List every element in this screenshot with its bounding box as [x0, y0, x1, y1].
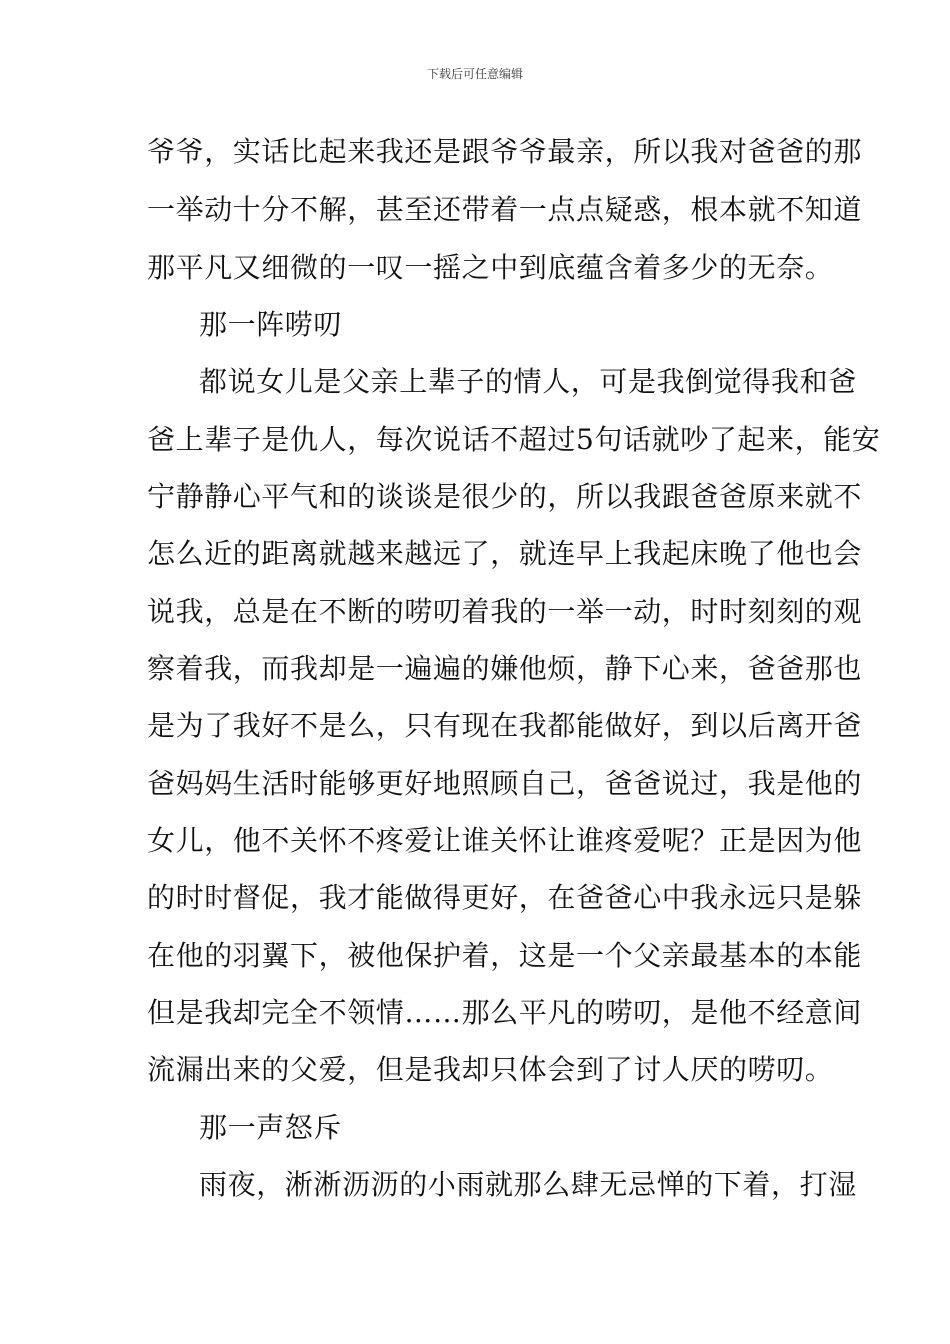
section-heading: 那一声怒斥 — [199, 1111, 343, 1144]
body-line: 说我，总是在不断的唠叨着我的一举一动，时时刻刻的观 — [147, 595, 863, 628]
body-line: 女儿，他不关怀不疼爱让谁关怀让谁疼爱呢？正是因为他 — [147, 824, 863, 857]
body-line: 爸上辈子是仇人，每次说话不超过5句话就吵了起来，能安 — [147, 423, 881, 456]
body-line: 但是我却完全不领情……那么平凡的唠叨，是他不经意间 — [147, 996, 863, 1029]
paragraph-first-line: 雨夜，淅淅沥沥的小雨就那么肆无忌惮的下着，打湿 — [199, 1168, 857, 1201]
section-heading: 那一阵唠叨 — [199, 308, 343, 341]
body-line: 那平凡又细微的一叹一摇之中到底蕴含着多少的无奈。 — [147, 251, 834, 284]
body-line: 一举动十分不解，甚至还带着一点点疑惑，根本就不知道 — [147, 193, 863, 226]
paragraph-first-line: 都说女儿是父亲上辈子的情人，可是我倒觉得我和爸 — [199, 365, 857, 398]
body-line: 爸妈妈生活时能够更好地照顾自己，爸爸说过，我是他的 — [147, 767, 863, 800]
body-line: 的时时督促，我才能做得更好，在爸爸心中我永远只是躲 — [147, 881, 863, 914]
body-line: 怎么近的距离就越来越远了，就连早上我起床晚了他也会 — [147, 537, 863, 570]
body-line: 爷爷，实话比起来我还是跟爷爷最亲，所以我对爸爸的那 — [147, 135, 863, 168]
body-line: 宁静静心平气和的谈谈是很少的，所以我跟爸爸原来就不 — [147, 480, 863, 513]
body-line: 察着我，而我却是一遍遍的嫌他烦，静下心来，爸爸那也 — [147, 652, 863, 685]
body-line: 流漏出来的父爱，但是我却只体会到了讨人厌的唠叨。 — [147, 1053, 834, 1086]
body-line: 是为了我好不是么，只有现在我都能做好，到以后离开爸 — [147, 709, 863, 742]
body-line: 在他的羽翼下，被他保护着，这是一个父亲最基本的本能 — [147, 939, 863, 972]
page-header: 下载后可任意编辑 — [426, 67, 523, 81]
